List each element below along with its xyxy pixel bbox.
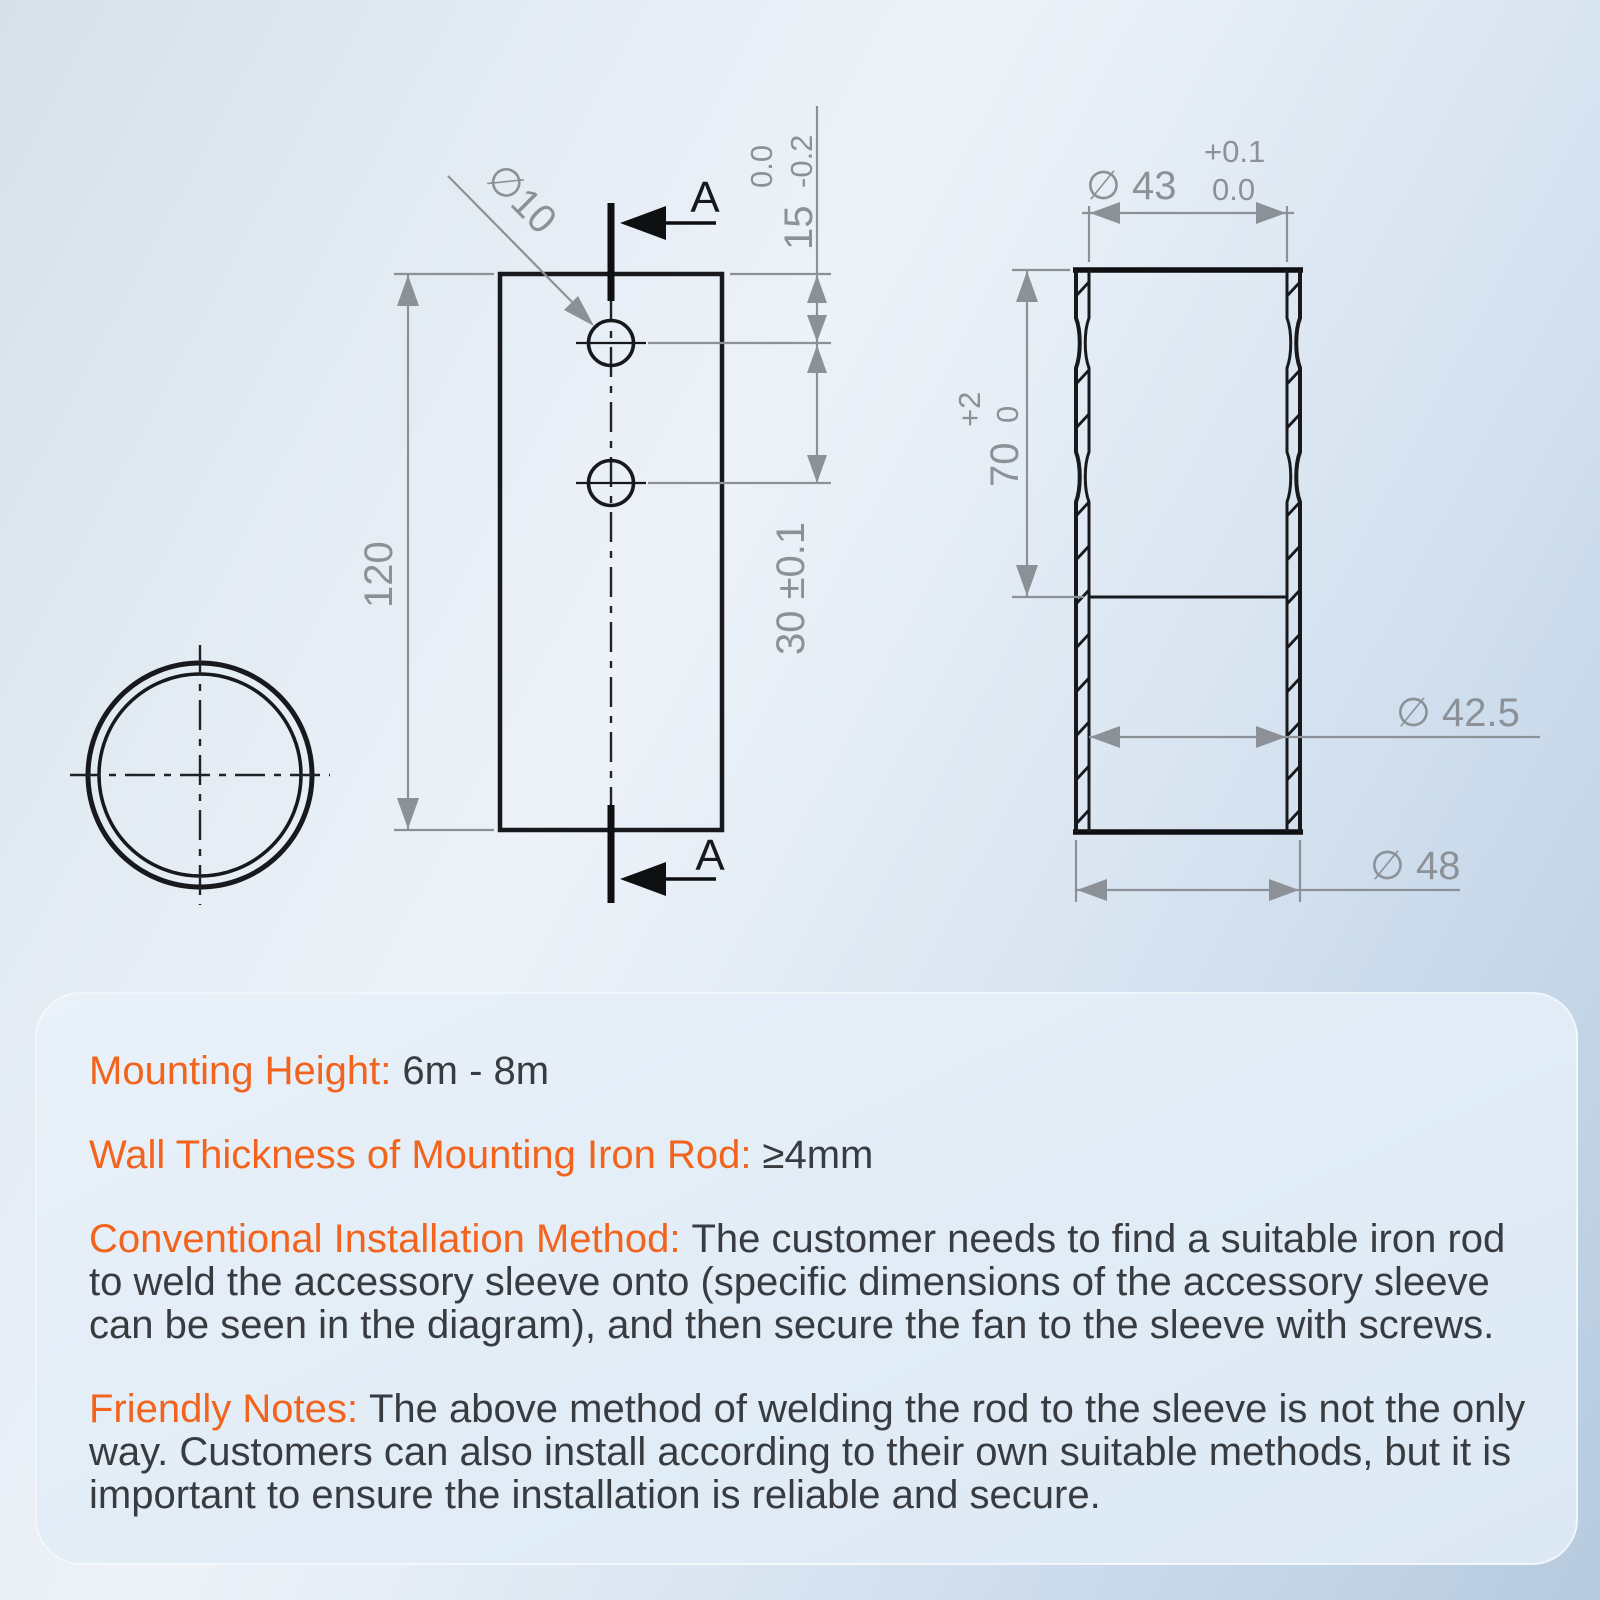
dim-right-extensions <box>648 274 831 483</box>
dim-15-arrow-top <box>807 275 827 303</box>
dim-30-label: 30 ±0.1 <box>769 521 813 655</box>
dim70-arrow-bottom <box>1016 565 1038 596</box>
dim70-tol-upper: +2 <box>952 391 987 427</box>
note-friendly-notes-label: Friendly Notes: <box>89 1387 358 1431</box>
note-wall-thickness-value: ≥4mm <box>762 1133 874 1177</box>
notes-panel <box>35 992 1578 1565</box>
dia43-tol-lower: 0.0 <box>1212 172 1256 207</box>
dia43-tol-upper: +0.1 <box>1204 134 1266 169</box>
dim-15-tol-upper: 0.0 <box>744 144 779 188</box>
section-a-a-view <box>952 134 1540 902</box>
dia48-arrow-left <box>1077 879 1107 901</box>
dim-30-arrow-top <box>807 345 827 373</box>
dia48-arrow-right <box>1269 879 1299 901</box>
dim70-arrow-top <box>1016 271 1038 302</box>
dim-30-arrow-bottom <box>807 455 827 483</box>
note-wall-thickness-label: Wall Thickness of Mounting Iron Rod: <box>89 1133 752 1177</box>
dim70-extensions <box>1012 270 1084 597</box>
dim70-tol-lower: 0 <box>990 405 1025 423</box>
section-arrow-top <box>620 206 666 240</box>
dim-15-arrow-bottom <box>807 315 827 342</box>
section-arrow-bottom <box>620 862 666 896</box>
dia48-label: ∅ 48 <box>1370 844 1461 888</box>
note-friendly-notes <box>89 1388 1528 1517</box>
right-wall-inner <box>1287 270 1291 832</box>
dia10-leader-arrow <box>564 296 594 326</box>
dia10-label: ∅10 <box>477 155 565 243</box>
dim-15-value: 15 <box>777 205 821 250</box>
note-wall-thickness <box>89 1134 1528 1177</box>
dim-120-arrow-top <box>397 275 419 306</box>
note-mounting-height-value: 6m - 8m <box>402 1049 550 1093</box>
note-friendly-notes-text: The above method of welding the rod to the sleeve is not the only way. Customers can also install according to their own suitable methods, but it is important to ensure the installation is reliable and secure. <box>89 1387 1526 1517</box>
dia48-extensions <box>1076 840 1300 902</box>
dim-120-arrow-bottom <box>397 798 419 829</box>
note-mounting-height <box>89 1050 1528 1093</box>
dia43-label: ∅ 43 <box>1086 164 1177 208</box>
dia425-arrow-left <box>1090 726 1120 748</box>
dim-15-tol-lower: -0.2 <box>784 134 819 188</box>
note-installation-method-text: The customer needs to find a suitable iron rod to weld the accessory sleeve onto (specific dimensions of the accessory sleeve can be seen in the diagram), and then secure the fan to the sleeve with screws. <box>89 1217 1506 1347</box>
tube-end-view <box>70 645 330 905</box>
left-wall-outer <box>1076 270 1080 832</box>
section-letter-bottom: A <box>695 831 725 880</box>
note-mounting-height-label: Mounting Height: <box>89 1049 392 1093</box>
note-installation-method <box>89 1218 1528 1347</box>
front-view <box>357 106 831 903</box>
note-installation-method-label: Conventional Installation Method: <box>89 1217 681 1261</box>
dim70-value: 70 <box>983 442 1027 487</box>
dim-120-label: 120 <box>357 541 401 608</box>
dia425-arrow-right <box>1256 726 1286 748</box>
section-letter-top: A <box>690 173 720 222</box>
dia43-arrow-right <box>1256 202 1286 224</box>
dia425-label: ∅ 42.5 <box>1396 691 1520 735</box>
